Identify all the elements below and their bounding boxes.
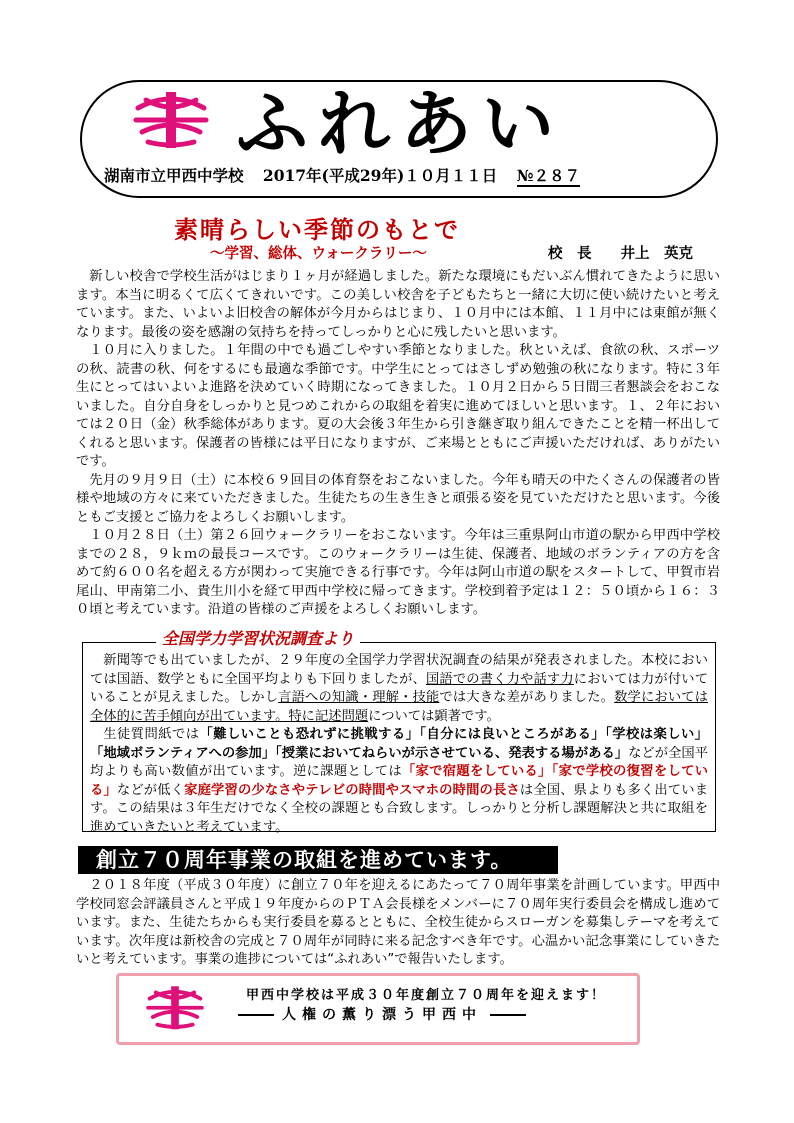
anniversary-text (76, 877, 720, 970)
text: については顕著です。 (368, 708, 500, 724)
text: などが全国平均よりも高い数値が出ています。逆に課題としては (90, 745, 709, 779)
bold-text: 「難しいことも恐れずに挑戦する」「自分には良いところがある」「学校は楽しい」「地域ボランティアへの参加」「授業においてねらいが示させている、発表する場がある」 (90, 727, 708, 761)
divider (490, 1014, 526, 1016)
paragraph: ２０１８年度（平成３０年度）に創立７０年を迎えるにあたって７０周年事業を計画しています。甲西中学校同窓会評議員さんと平成１９年度からのＰＴＡ会長様をメンバーに７０周年実行委員会を構成し進めています。また、生徒たちからも実行委員を募るとともに、全校生徒からスローガンを募集しテーマを考えています。次年度は新校舎の完成と７０周年が同時に来る記念すべき年です。心温かい記念事業にしていきたいと考えています。事業の進捗については“ふれあい”で報告いたします。 (76, 878, 720, 967)
school-emblem-icon (128, 86, 214, 152)
article-subheadline: ～学習、総体、ウォークラリー～ (210, 245, 427, 262)
article-author: 校 長 井上 英克 (548, 245, 693, 262)
highlight-text: 家庭学習の少なさやテレビの時間やスマホの時間の長さ (184, 782, 520, 798)
underlined-text: 国語での書く力や話す力 (425, 671, 574, 687)
survey-title: 全国学力学習状況調査より (156, 626, 360, 649)
issue-date: 2017年(平成29年)１０月１１日 (262, 166, 498, 185)
text: においては力が付いていることが見えました。しかし (90, 671, 709, 705)
divider (238, 1014, 274, 1016)
highlight-text: 「家で宿題をしている」「家で学校の復習をしている」 (90, 764, 708, 798)
slogan-motto: 人権の薫り漂う甲西中 (282, 1007, 482, 1023)
newsletter-title: ふれあい (236, 81, 565, 166)
paragraph (90, 652, 708, 726)
paragraph (90, 726, 708, 837)
article-headline: 素晴らしい季節のもとで (174, 215, 460, 244)
paragraph: １０月に入りました。１年間の中でも過ごしやすい季節となりました。秋といえば、食欲の秋、スポーツの秋、読書の秋、何をするにも最適な季節です。中学生にとってはさしずめ勉強の秋になります。特に３年生にとってはいよいよ進路を決めていく時期になってきました。１０月２日から５日間三者懇談会をおこないました。自分自身をしっかりと見つめこれからの取組を着実に進めてほしいと思います。１、２年においては２０日（金）秋季総体があります。夏の大会後３年生から引き継ぎ取り組んできたことを精一杯出してくれると思います。保護者の皆様には平日になりますが、ご来場とともにご声援いただければ、ありがたいです。 (76, 343, 720, 469)
issue-number: №２８７ (516, 166, 581, 185)
underlined-text: 数学においては全体的に苦手傾向が出ています。特に記述問題 (90, 690, 709, 724)
slogan-text (230, 1004, 534, 1024)
school-emblem-icon (142, 980, 208, 1034)
text: は全国、県よりも多く出ています。この結果は３年生だけでなく全校の課題とも合致します。しっかりと分析し課題解決と共に取組を進めていきたいと考えています。 (90, 782, 709, 835)
text: などが低く (116, 782, 185, 798)
anniversary-heading: 創立７０周年事業の取組を進めています。 (96, 848, 513, 872)
slogan-announcement: 甲西中学校は平成３０年度創立７０周年を迎えます！ (246, 988, 607, 1003)
paragraph: 新しい校舎で学校生活がはじまり１ヶ月が経過しました。新たな環境にもだいぶん慣れてきたように思います。本当に明るくて広くてきれいです。この美しい校舎を子どもたちと一緒に大切に使い続けたいと考えています。また、いよいよ旧校舎の解体が今月からはじまり、１０月中には本館、１１月中には東館が無くなります。最後の姿を感謝の気持ちを持ってしっかりと心に残したいと思います。 (76, 269, 720, 340)
text: 新聞等でも出ていましたが、２９年度の全国学力学習状況調査の結果が発表されました。本校においては国語、数学ともに全国平均よりも下回りましたが、 (90, 653, 708, 687)
school-name: 湖南市立甲西中学校 (104, 166, 244, 185)
paragraph: 先月の９月９日（土）に本校６９回目の体育祭をおこないました。今年も晴天の中たくさんの保護者の皆様や地域の方々に来ていただきました。生徒たちの生き生きと頑張る姿を見ていただけたと思います。今後ともご支援とご協力をよろしくお願いします。 (76, 472, 720, 525)
paragraph: １０月２８日（土）第２６回ウォークラリーをおこないます。今年は三重県阿山市道の駅から甲西中学校までの２８，９ｋｍの最長コースです。このウォークラリーは生徒、保護者、地域のボランティアの方を含めて約６００名を超える方が関わって実施できる行事です。今年は阿山市道の駅をスタートして、甲賀市岩尾山、甲南第二小、貴生川小を経て甲西中学校に帰ってきます。学校到着予定は１２：５０頃から１６：３０頃と考えています。沿道の皆様のご声援をよろしくお願いします。 (76, 528, 720, 617)
text: 生徒質問紙では (103, 727, 200, 742)
text: では大きな差がありました。 (439, 690, 615, 705)
underlined-text: 言語への知識・理解・技能 (278, 690, 440, 705)
principal-message (76, 268, 720, 620)
survey-text (90, 652, 708, 837)
issue-line (104, 164, 594, 186)
